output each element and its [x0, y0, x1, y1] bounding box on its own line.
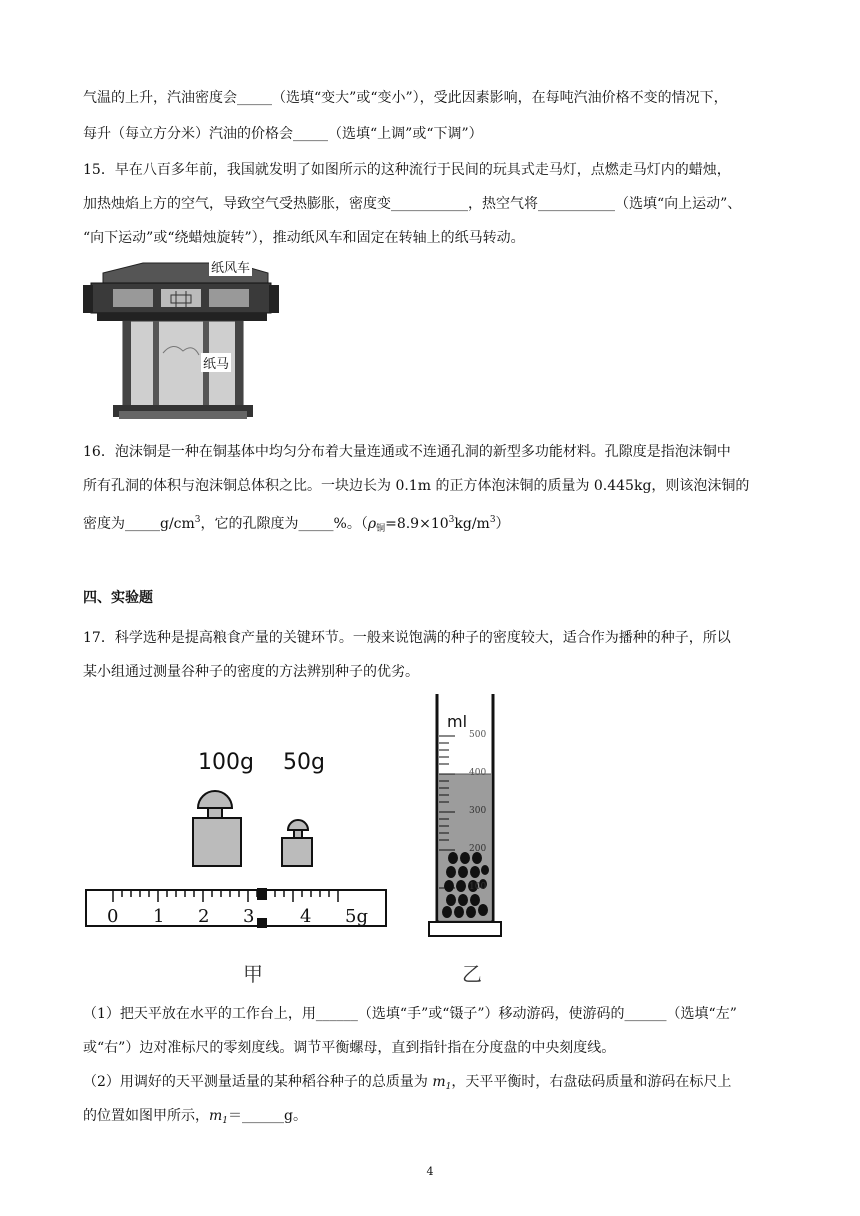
figure-caption-jia: 甲	[243, 962, 263, 986]
mass-symbol: m	[209, 1108, 223, 1124]
text-fragment: （2）用调好的天平测量适量的某种稻谷种子的总质量为	[83, 1074, 433, 1090]
cylinder-scale-label: 400	[469, 768, 487, 778]
text-fragment: ，天平平衡时，右盘砝码质量和游码在标尺上	[451, 1074, 732, 1090]
text-line: 某小组通过测量谷种子的密度的方法辨别种子的优劣。	[83, 664, 419, 680]
text-line	[83, 510, 510, 539]
paper-horse-label: 纸马	[201, 353, 231, 372]
cylinder-figure	[425, 690, 515, 940]
text-fragment: 密度为_____g/cm	[83, 516, 195, 532]
mass-symbol: m	[432, 1074, 446, 1090]
subscript: 铜	[376, 524, 386, 534]
ruler-tick-label: 5g	[345, 906, 368, 927]
ruler-tick-label: 4	[300, 906, 312, 927]
text-fragment: ，它的孔隙度为_____%。（	[200, 516, 368, 532]
ruler-tick-label: 0	[107, 906, 119, 927]
superscript: 3	[489, 515, 496, 525]
weight-100g-label: 100g	[198, 750, 254, 775]
text-line: 气温的上升，汽油密度会_____（选填“变大”或“变小”），受此因素影响，在每吨汽油价格不变的情况下，	[83, 90, 728, 106]
text-line: 加热烛焰上方的空气，导致空气受热膨胀，密度变___________，热空气将___________（选填“向上运动”、	[83, 196, 742, 212]
text-line: 所有孔洞的体积与泡沫铜总体积之比。一块边长为 0.1m 的正方体泡沫铜的质量为 0.445kg，则该泡沫铜的	[83, 478, 750, 494]
text-line	[83, 1106, 307, 1131]
question-16: 16．泡沫铜是一种在铜基体中均匀分布着大量连通或不连通孔洞的新型多功能材料。孔隙度是指泡沫铜中	[83, 444, 731, 460]
weight-50g-label: 50g	[283, 750, 325, 775]
lantern-figure	[83, 255, 283, 425]
lantern-illustration	[83, 255, 283, 425]
text-fragment: =8.9×10	[385, 516, 449, 532]
part-1: （1）把天平放在水平的工作台上，用______（选填“手”或“镊子”）移动游码，使游码的______（选填“左”	[83, 1006, 737, 1022]
text-line: 或“右”）边对准标尺的零刻度线。调节平衡螺母，直到指针指在分度盘的中央刻度线。	[83, 1040, 616, 1056]
ruler-tick-label: 2	[198, 906, 210, 927]
pinwheel-label: 纸风车	[209, 257, 252, 276]
subscript: 1	[445, 1082, 452, 1092]
text-fragment: ＝______g。	[228, 1108, 307, 1124]
cylinder-unit-label: ml	[447, 712, 468, 731]
question-17: 17．科学选种是提高粮食产量的关键环节。一般来说饱满的种子的密度较大，适合作为播种的种子，所以	[83, 630, 731, 646]
balance-figure	[83, 750, 393, 940]
question-15: 15．早在八百多年前，我国就发明了如图所示的这种流行于民间的玩具式走马灯，点燃走马灯内的蜡烛，	[83, 162, 731, 178]
text-fragment: ）	[495, 516, 510, 532]
subscript: 1	[222, 1116, 229, 1126]
part-2	[83, 1072, 731, 1097]
ruler-tick-label: 3	[243, 906, 255, 927]
text-fragment: kg/m	[454, 516, 490, 532]
cylinder-scale-label: 500	[469, 730, 487, 740]
page-number: 4	[426, 1165, 434, 1178]
figure-caption-yi: 乙	[462, 962, 482, 986]
text-line: 每升（每立方分米）汽油的价格会_____（选填“上调”或“下调”）	[83, 126, 483, 142]
cylinder-scale-label: 300	[469, 806, 487, 816]
text-fragment: 的位置如图甲所示，	[83, 1108, 209, 1124]
cylinder-scale-label: 100	[469, 882, 487, 892]
superscript: 3	[448, 515, 455, 525]
superscript: 3	[194, 515, 201, 525]
text-line: “向下运动”或“绕蜡烛旋转”），推动纸风车和固定在转轴上的纸马转动。	[83, 230, 525, 246]
cylinder-scale-label: 200	[469, 844, 487, 854]
section-heading: 四、实验题	[83, 590, 153, 606]
rho-symbol: ρ	[367, 516, 377, 532]
ruler-tick-label: 1	[153, 906, 165, 927]
